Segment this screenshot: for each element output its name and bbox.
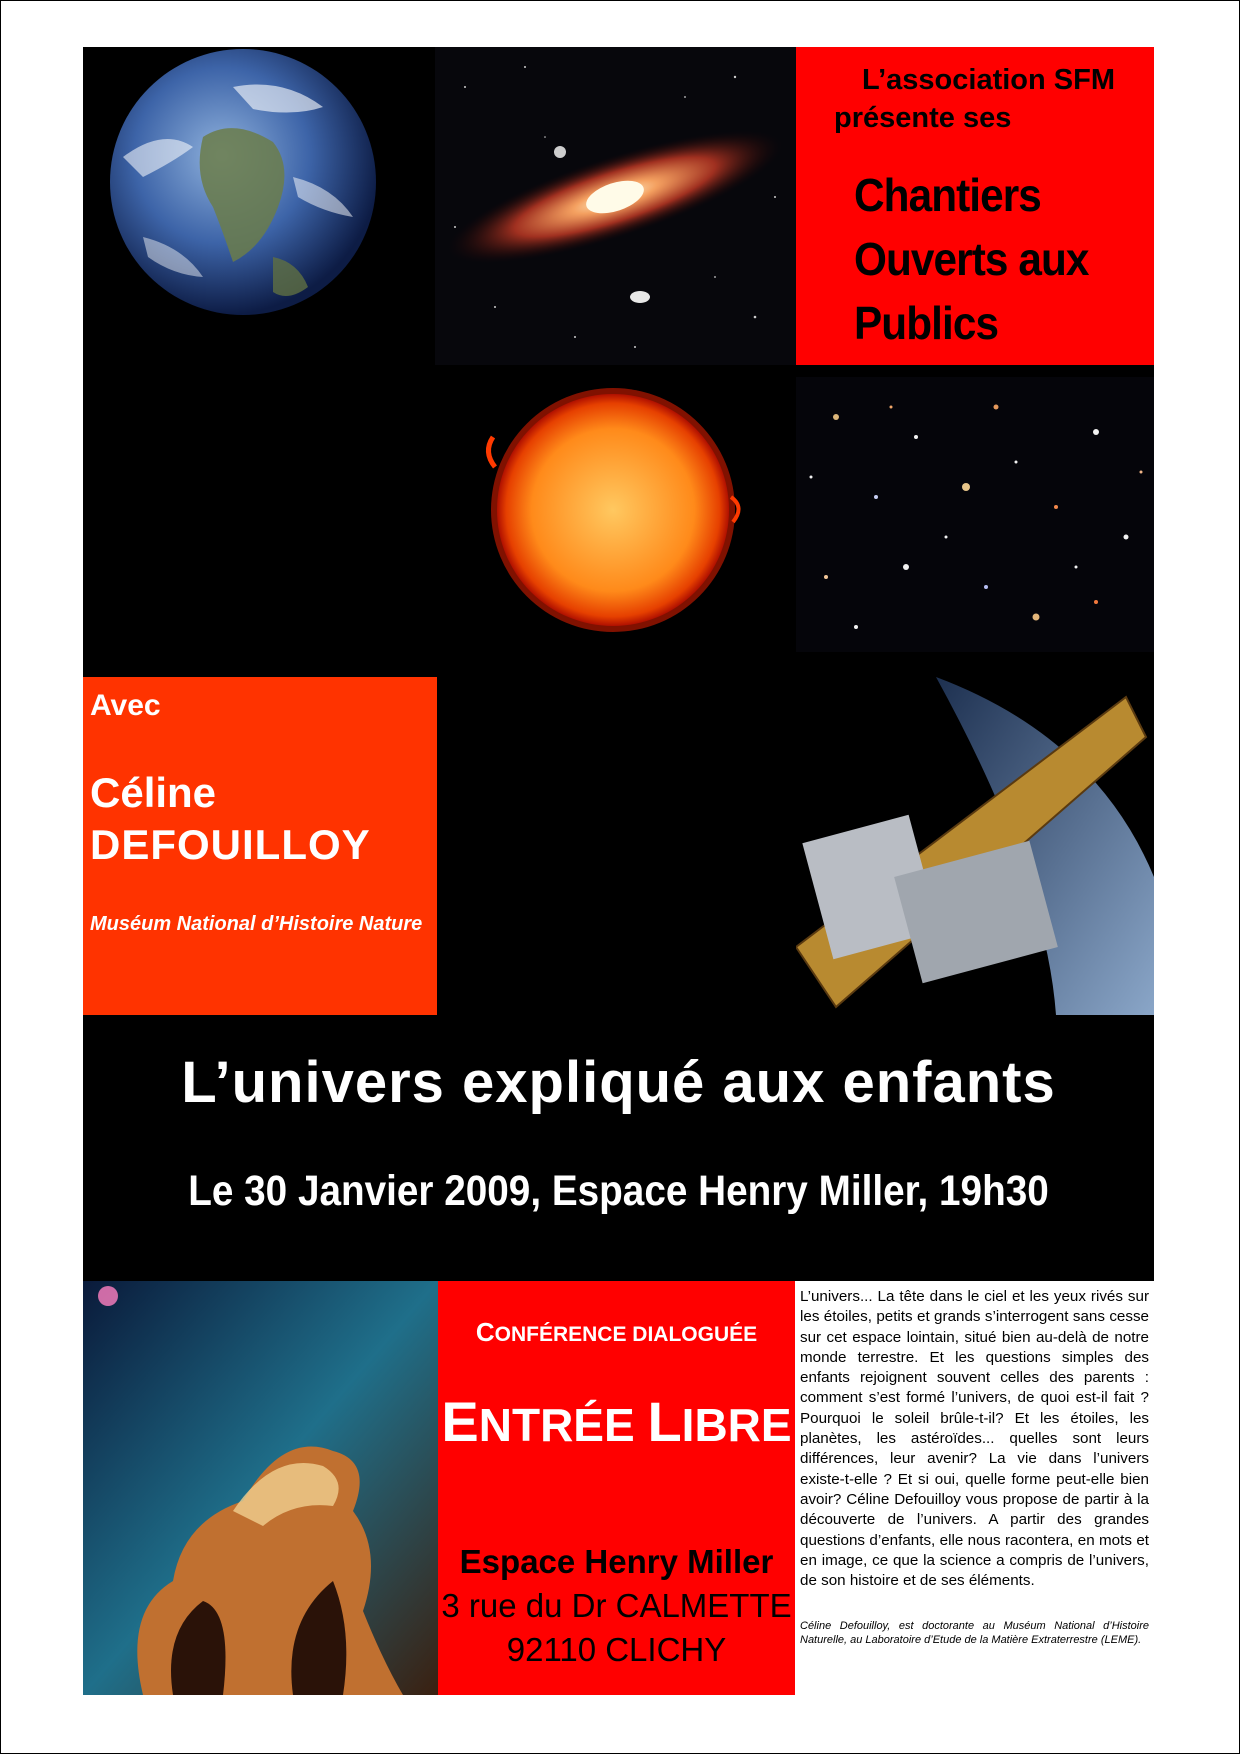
event-headline: L’univers expliqué aux enfants	[181, 1050, 1056, 1115]
galaxy-image	[435, 47, 796, 365]
entree-rest: NTRÉE	[478, 1399, 648, 1451]
conference-initial: C	[475, 1317, 495, 1347]
venue-street: 3 rue du Dr CALMETTE	[441, 1587, 792, 1624]
speaker-first-name: Céline	[90, 769, 217, 816]
speaker-last-name: DEFOUILLOY	[90, 821, 371, 868]
header-block	[796, 47, 1154, 365]
poster	[83, 47, 1154, 1695]
speaker-affiliation: Muséum National d’Histoire Nature	[90, 913, 423, 935]
conference-type	[438, 1317, 795, 1348]
speaker-block	[83, 677, 437, 1015]
description-block	[795, 1281, 1154, 1695]
deep-field-image	[796, 377, 1154, 652]
with-label: Avec	[90, 689, 161, 722]
event-date-line: Le 30 Janvier 2009, Espace Henry Miller, 19h30	[188, 1167, 1049, 1215]
association-name: L’association SFM	[862, 64, 1115, 96]
entree-initial: E	[441, 1390, 479, 1453]
nebula-image	[83, 1281, 438, 1695]
sun-image	[453, 377, 766, 645]
conference-rest: ONFÉRENCE DIALOGUÉE	[494, 1323, 758, 1346]
association-line	[834, 61, 1154, 137]
hubble-satellite-image	[796, 677, 1154, 1015]
free-entry	[438, 1389, 795, 1454]
title-line-2: Ouverts aux	[854, 233, 1089, 285]
libre-initial: L	[647, 1390, 682, 1453]
title-line-3: Publics	[854, 297, 999, 349]
title-line-1: Chantiers	[854, 169, 1041, 221]
speaker-note: Céline Defouilloy, est doctorante au Muséum National d’Histoire Naturelle, au Laboratoire d’Etude de la Matière Extraterrestre (LEME).	[800, 1620, 1149, 1646]
description-text: L’univers... La tête dans le ciel et les yeux rivés sur les étoiles, petits et grands s’interrogent sans cesse sur cet espace lointain, situé bien au-delà de notre monde terrestre. Et les questions simples des enfants rejoignent souvent celles des parents : comment s’est formé l’univers, de quoi est-il fait ? Pourquoi le soleil brûle-t-il? Et les étoiles, les planètes, les astéroïdes... quelles sont leurs différences, leur avenir? La vie dans l’univers existe-t-elle ? Et si oui, quelle forme peut-elle bien avoir? Céline Defouilloy vous propose de partir à la découverte de l’univers. A partir des grandes questions d’enfants, elle nous racontera, en mots et en image, ce que la science a compris de l’univers, de son histoire et de ses éléments.	[800, 1288, 1149, 1590]
series-title	[854, 163, 1089, 355]
presents-text: présente ses	[834, 102, 1012, 134]
info-block	[438, 1281, 795, 1695]
libre-rest: IBRE	[681, 1399, 792, 1451]
venue-name: Espace Henry Miller	[459, 1543, 774, 1580]
earth-image	[83, 47, 403, 327]
venue-city: 92110 CLICHY	[506, 1631, 727, 1668]
